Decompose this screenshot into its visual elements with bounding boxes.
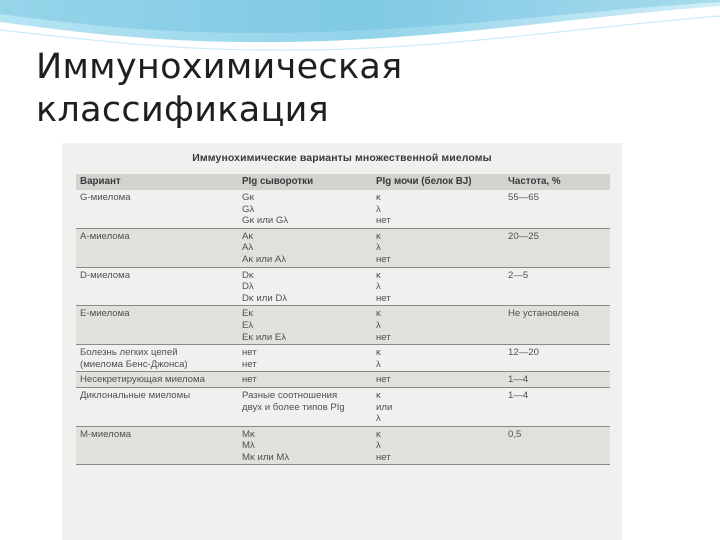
cell-frequency: 20—25 <box>504 228 610 267</box>
cell-frequency: 12—20 <box>504 345 610 372</box>
table-caption: Иммунохимические варианты множественной миеломы <box>192 152 492 164</box>
cell-frequency: 0,5 <box>504 426 610 465</box>
header-serum-pig: PIg сыворотки <box>238 174 372 190</box>
cell-serum: нет нет <box>238 345 372 372</box>
cell-urine: κ λ <box>372 345 504 372</box>
slide-title <box>36 46 403 132</box>
table-row <box>76 345 610 372</box>
cell-variant: Болезнь легких цепей (миелома Бенс-Джонса) <box>76 345 238 372</box>
cell-urine: κ λ нет <box>372 426 504 465</box>
table-row <box>76 190 610 228</box>
myeloma-variants-table <box>76 174 610 465</box>
cell-serum: нет <box>238 372 372 388</box>
cell-variant: D-миелома <box>76 267 238 306</box>
cell-frequency: 1—4 <box>504 372 610 388</box>
table-row <box>76 306 610 345</box>
table-row <box>76 426 610 465</box>
header-variant: Вариант <box>76 174 238 190</box>
cell-urine: нет <box>372 372 504 388</box>
cell-urine: κ λ нет <box>372 267 504 306</box>
cell-variant: M-миелома <box>76 426 238 465</box>
header-urine-pig: PIg мочи (белок BJ) <box>372 174 504 190</box>
cell-urine: κ или λ <box>372 387 504 426</box>
slide-title-line-1: Иммунохимическая <box>36 47 403 87</box>
cell-urine: κ λ нет <box>372 228 504 267</box>
cell-frequency: Не установлена <box>504 306 610 345</box>
cell-serum: Aκ Aλ Aκ или Aλ <box>238 228 372 267</box>
cell-urine: κ λ нет <box>372 190 504 228</box>
table-row <box>76 228 610 267</box>
cell-serum: Разные соотношения двух и более типов PIg <box>238 387 372 426</box>
cell-frequency: 1—4 <box>504 387 610 426</box>
cell-variant: Диклональные миеломы <box>76 387 238 426</box>
table-row <box>76 387 610 426</box>
table-row <box>76 267 610 306</box>
cell-urine: κ λ нет <box>372 306 504 345</box>
cell-variant: A-миелома <box>76 228 238 267</box>
cell-serum: Eκ Eλ Eκ или Eλ <box>238 306 372 345</box>
table-header-row <box>76 174 610 190</box>
cell-frequency: 2—5 <box>504 267 610 306</box>
cell-frequency: 55—65 <box>504 190 610 228</box>
cell-serum: Gκ Gλ Gκ или Gλ <box>238 190 372 228</box>
cell-serum: Dκ Dλ Dκ или Dλ <box>238 267 372 306</box>
cell-variant: G-миелома <box>76 190 238 228</box>
slide-title-line-2: классификация <box>36 90 329 130</box>
scanned-table-image <box>62 143 622 540</box>
table-row <box>76 372 610 388</box>
header-frequency: Частота, % <box>504 174 610 190</box>
cell-serum: Mκ Mλ Mκ или Mλ <box>238 426 372 465</box>
cell-variant: E-миелома <box>76 306 238 345</box>
cell-variant: Несекретирующая миелома <box>76 372 238 388</box>
